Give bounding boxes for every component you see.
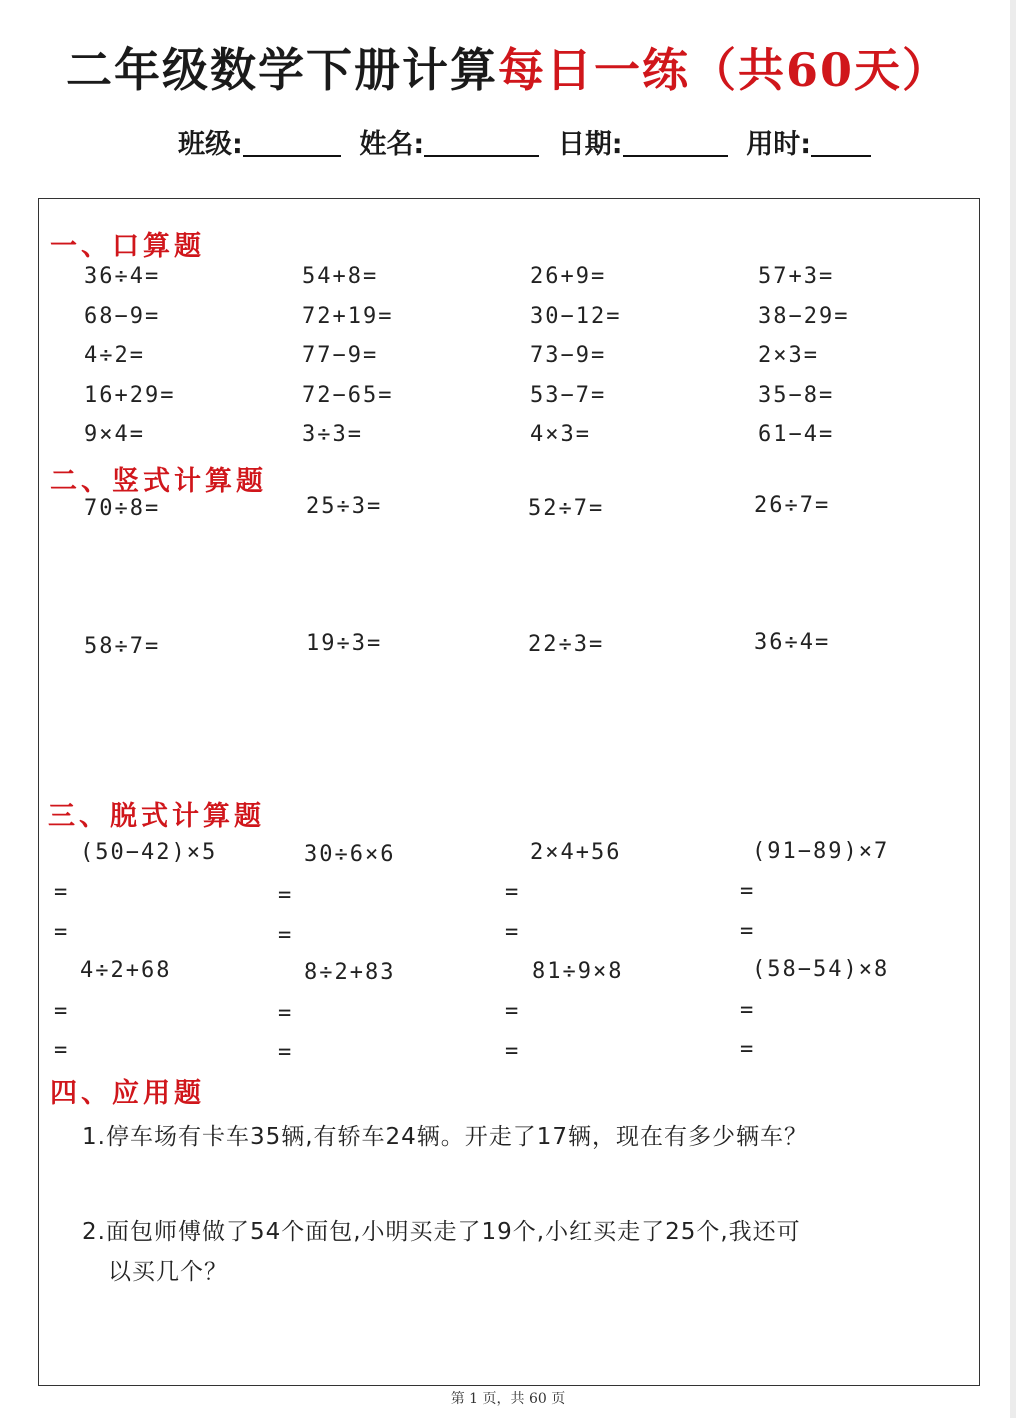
title-red: 每日一练（共60天） [497,43,950,97]
vertical-problem: 26÷7= [754,493,831,518]
section-title-stepwise: 三、脱式计算题 [48,801,265,832]
stepwise-problem: 81÷9×8 [532,959,624,984]
page-title [0,34,1016,100]
equals-sign: = [505,880,519,905]
equals-sign: = [278,923,292,948]
oral-problem: 36÷4= [84,264,161,289]
vertical-problem: 19÷3= [306,631,383,656]
oral-problem: 72+19= [302,304,394,329]
equals-sign: = [278,883,292,908]
vertical-problem: 22÷3= [528,632,605,657]
oral-problem: 26+9= [530,264,607,289]
equals-sign: = [740,1037,754,1062]
oral-problem: 3÷3= [302,422,363,447]
section-title-vertical: 二、竖式计算题 [50,466,267,497]
vertical-problem: 58÷7= [84,634,161,659]
stepwise-problem: (50−42)×5 [80,840,218,865]
oral-problem: 73−9= [530,343,607,368]
class-blank[interactable] [243,155,341,157]
section-title-oral: 一、口算题 [50,231,205,262]
word-problem-1: 1.停车场有卡车35辆,有轿车24辆。开走了17辆，现在有多少辆车？ [82,1124,809,1150]
equals-sign: = [54,1038,68,1063]
date-blank[interactable] [623,155,728,157]
time-blank[interactable] [811,155,871,157]
oral-problem: 4÷2= [84,343,145,368]
word-problem-2-line1: 2.面包师傅做了54个面包,小明买走了19个,小红买走了25个,我还可 [82,1219,801,1245]
title-black: 二年级数学下册计算 [65,43,498,97]
section-title-word-problems: 四、应用题 [50,1078,205,1109]
page-edge [1010,0,1016,1418]
class-label: 班级: [178,129,243,160]
equals-sign: = [505,999,519,1024]
oral-problem: 9×4= [84,422,145,447]
oral-problem: 68−9= [84,304,161,329]
equals-sign: = [278,1001,292,1026]
word-problem-2-line2: 以买几个？ [108,1259,228,1285]
time-label: 用时: [746,129,812,160]
oral-problem: 38−29= [758,304,850,329]
equals-sign: = [505,1039,519,1064]
equals-sign: = [740,919,754,944]
oral-problem: 72−65= [302,383,394,408]
stepwise-problem: (91−89)×7 [752,839,890,864]
oral-problem: 61−4= [758,422,835,447]
oral-problem: 16+29= [84,383,176,408]
oral-problem: 57+3= [758,264,835,289]
vertical-problem: 52÷7= [528,496,605,521]
vertical-problem: 36÷4= [754,630,831,655]
worksheet-frame [38,198,980,1386]
equals-sign: = [505,920,519,945]
oral-problem: 54+8= [302,264,379,289]
oral-problem: 77−9= [302,343,379,368]
oral-problem: 4×3= [530,422,591,447]
page-footer: 第 1 页，共 60 页 [450,1391,566,1407]
vertical-problem: 70÷8= [84,496,161,521]
equals-sign: = [54,880,68,905]
stepwise-problem: 30÷6×6 [304,842,396,867]
stepwise-problem: (58−54)×8 [752,957,890,982]
equals-sign: = [740,998,754,1023]
name-blank[interactable] [424,155,539,157]
equals-sign: = [54,999,68,1024]
oral-problem: 30−12= [530,304,622,329]
equals-sign: = [54,920,68,945]
oral-problem: 35−8= [758,383,835,408]
oral-problem: 2×3= [758,343,819,368]
stepwise-problem: 4÷2+68 [80,958,172,983]
student-info-line [178,122,881,161]
oral-problem: 53−7= [530,383,607,408]
vertical-problem: 25÷3= [306,494,383,519]
name-label: 姓名: [359,129,425,160]
equals-sign: = [740,879,754,904]
date-label: 日期: [557,129,623,160]
equals-sign: = [278,1040,292,1065]
stepwise-problem: 8÷2+83 [304,960,396,985]
stepwise-problem: 2×4+56 [530,840,622,865]
